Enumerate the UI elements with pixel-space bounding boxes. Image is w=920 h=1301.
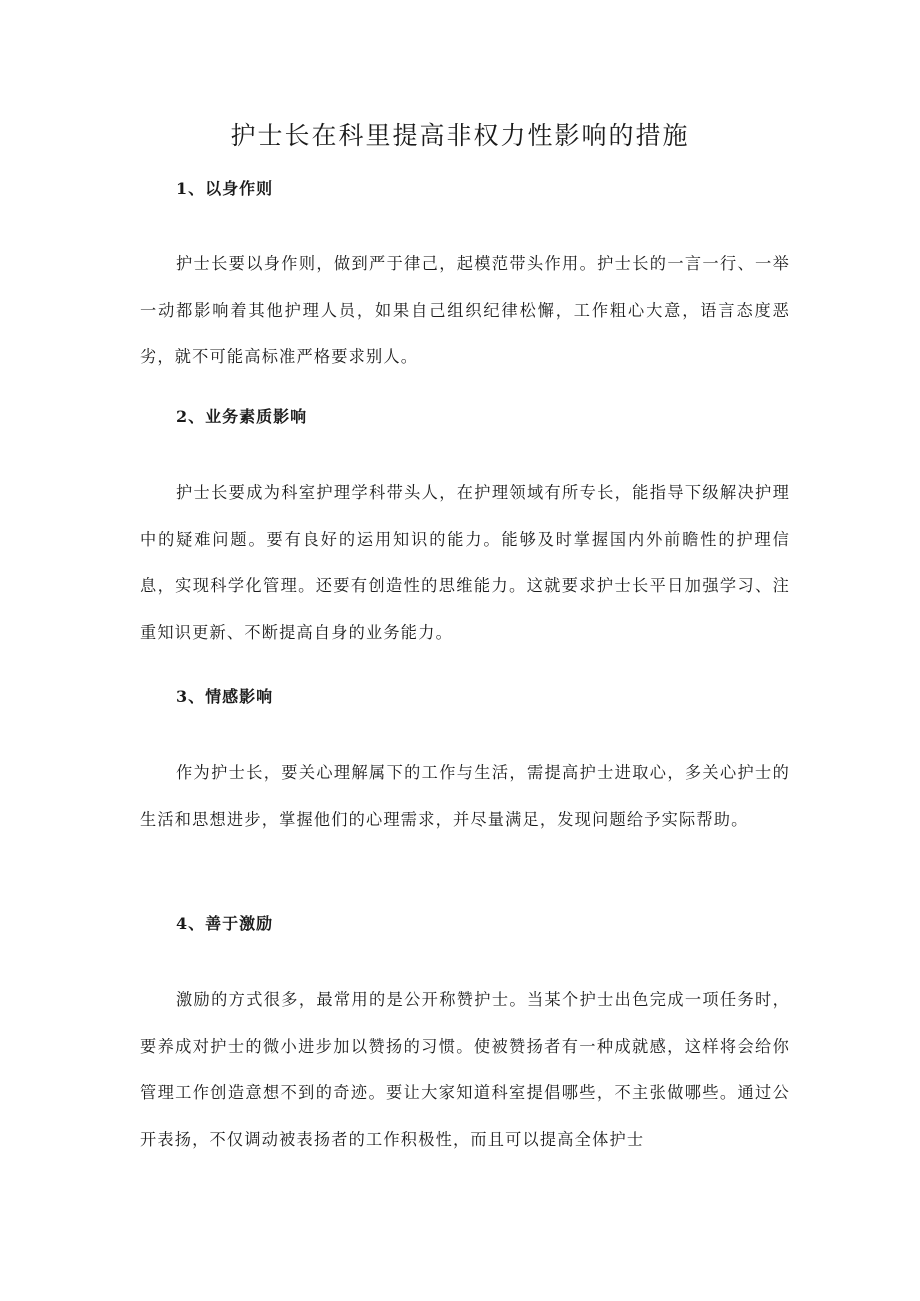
section-body-3: 作为护士长，要关心理解属下的工作与生活，需提高护士进取心，多关心护士的生活和思想进步，掌握他们的心理需求，并尽量满足，发现问题给予实际帮助。: [140, 763, 790, 829]
section-body-2: 护士长要成为科室护理学科带头人，在护理领域有所专长，能指导下级解决护理中的疑难问题。要有良好的运用知识的能力。能够及时掌握国内外前瞻性的护理信息，实现科学化管理。还要有创造性的思维能力。这就要求护士长平日加强学习、注重知识更新、不断提高自身的业务能力。: [140, 483, 790, 642]
section-heading-1: 1、以身作则: [176, 179, 274, 198]
section-body-1: 护士长要以身作则，做到严于律己，起模范带头作用。护士长的一言一行、一举一动都影响着其他护理人员，如果自己组织纪律松懈，工作粗心大意，语言态度恶劣，就不可能高标准严格要求别人。: [140, 254, 790, 366]
document-title: 护士长在科里提高非权力性影响的措施: [230, 121, 690, 150]
section-body-4: 激励的方式很多，最常用的是公开称赞护士。当某个护士出色完成一项任务时，要养成对护士的微小进步加以赞扬的习惯。使被赞扬者有一种成就感，这样将会给你管理工作创造意想不到的奇迹。要让大家知道科室提倡哪些，不主张做哪些。通过公开表扬，不仅调动被表扬者的工作积极性，而且可以提高全体护士: [140, 990, 790, 1149]
section-heading-3: 3、情感影响: [176, 687, 274, 706]
section-heading-2: 2、业务素质影响: [176, 407, 308, 426]
section-heading-4: 4、善于激励: [176, 914, 274, 933]
